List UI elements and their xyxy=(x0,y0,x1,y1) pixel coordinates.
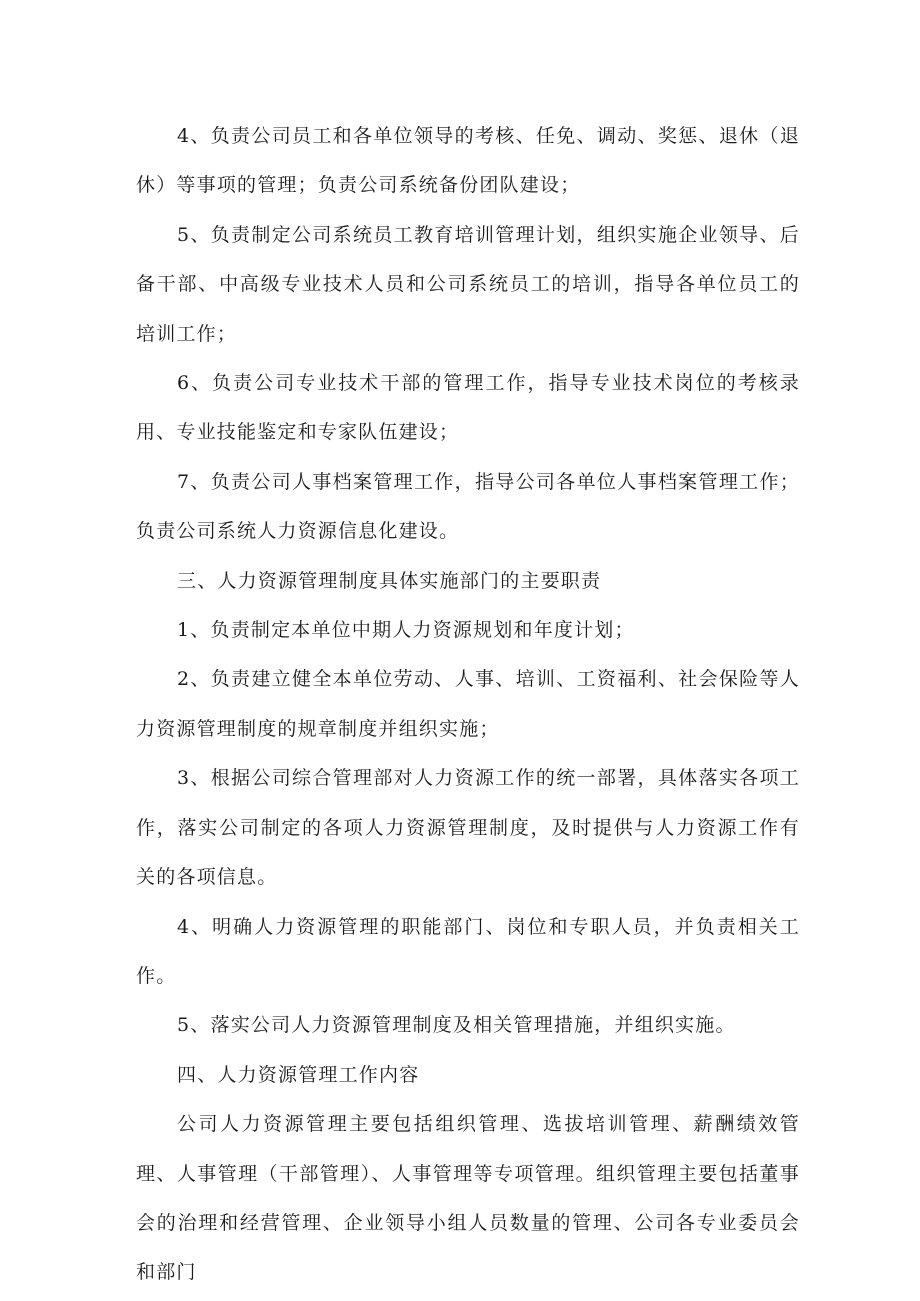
paragraph-duty-5-training: 5、负责制定公司系统员工教育培训管理计划，组织实施企业领导、后备干部、中高级专业技术人员和公司系统员工的培训，指导各单位员工的培训工作； xyxy=(136,223,800,345)
section-heading-4: 四、人力资源管理工作内容 xyxy=(177,1063,420,1086)
paragraph-duty-4-assessment: 4、负责公司员工和各单位领导的考核、任免、调动、奖惩、退休（退休）等事项的管理；负责公司系统备份团队建设； xyxy=(136,125,800,197)
paragraph-item-2-regulations: 2、负责建立健全本单位劳动、人事、培训、工资福利、社会保险等人力资源管理制度的规章制度并组织实施； xyxy=(136,668,800,740)
paragraph-duty-7-archives: 7、负责公司人事档案管理工作，指导公司各单位人事档案管理工作；负责公司系统人力资源信息化建设。 xyxy=(136,470,800,543)
section-heading-3: 三、人力资源管理制度具体实施部门的主要职责 xyxy=(177,569,602,592)
paragraph-duty-6-technical-cadre: 6、负责公司专业技术干部的管理工作，指导专业技术岗位的考核录用、专业技能鉴定和专家队伍建设； xyxy=(136,372,800,444)
paragraph-item-5-measures: 5、落实公司人力资源管理制度及相关管理措施，并组织实施。 xyxy=(177,1014,736,1037)
paragraph-item-1-planning: 1、负责制定本单位中期人力资源规划和年度计划； xyxy=(177,619,635,642)
paragraph-item-4-departments: 4、明确人力资源管理的职能部门、岗位和专职人员，并负责相关工作。 xyxy=(136,915,800,987)
paragraph-work-content: 公司人力资源管理主要包括组织管理、选拔培训管理、薪酬绩效管理、人事管理（干部管理）、人事管理等专项管理。组织管理主要包括董事会的治理和经营管理、企业领导小组人员数量的管理、公司各专业委员会和部门 xyxy=(136,1113,800,1284)
paragraph-item-3-implementation: 3、根据公司综合管理部对人力资源工作的统一部署，具体落实各项工作，落实公司制定的各项人力资源管理制度，及时提供与人力资源工作有关的各项信息。 xyxy=(136,767,800,889)
document-body xyxy=(136,112,800,1298)
